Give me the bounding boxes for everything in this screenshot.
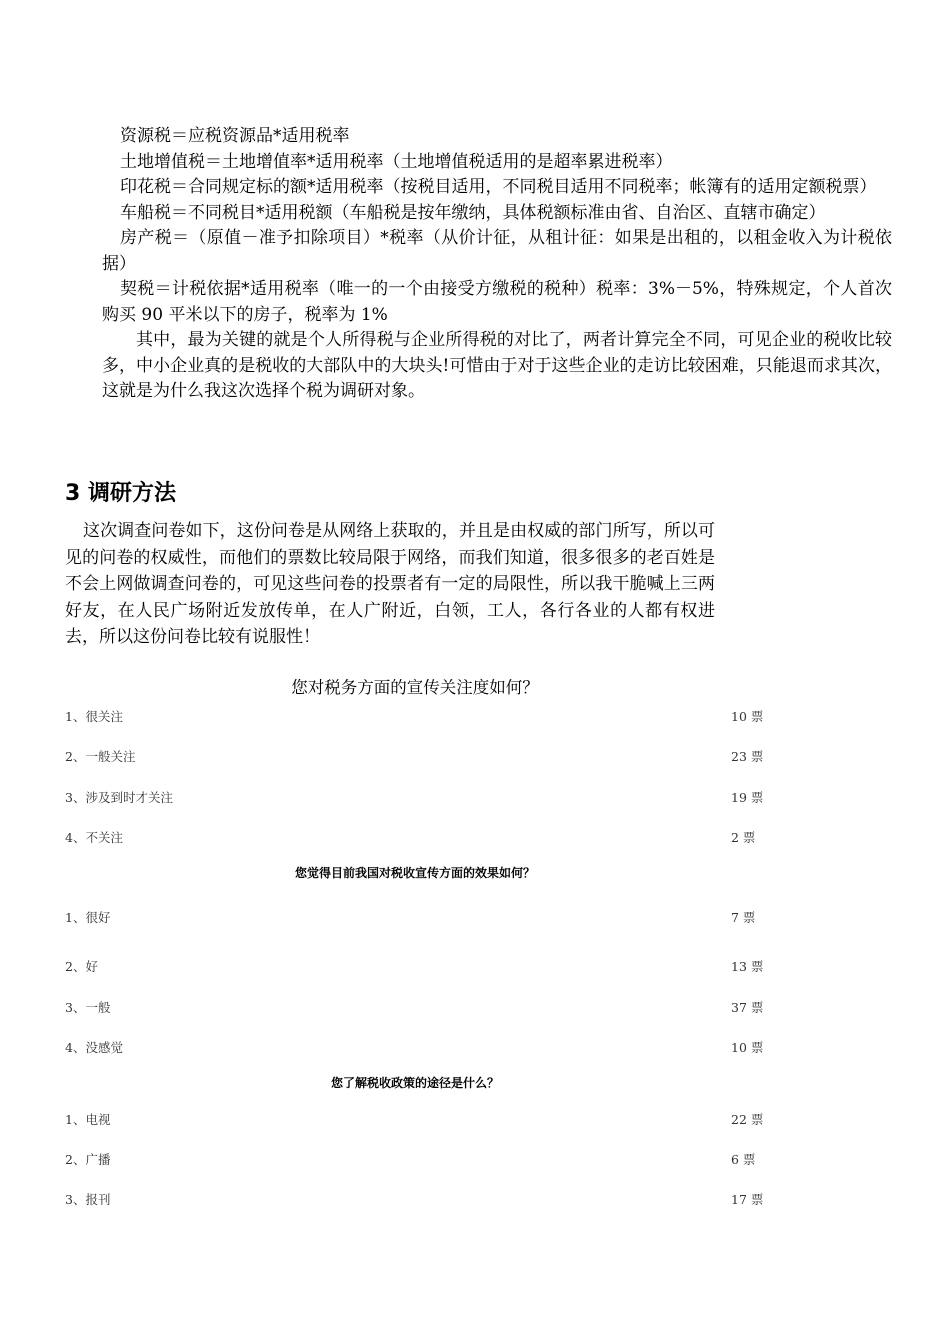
tax-formula-land-appreciation: 土地增值税＝土地增值率*适用税率（土地增值税适用的是超率累进税率） — [120, 151, 673, 172]
survey-option-votes: 22 票 — [731, 1112, 764, 1127]
survey-option-votes: 23 票 — [731, 749, 764, 764]
tax-formula-stamp: 印花税＝合同规定标的额*适用税率（按税目适用，不同税目适用不同税率；帐簿有的适用定额税票） — [120, 177, 877, 197]
survey-option-votes: 17 票 — [731, 1192, 764, 1207]
survey-option-votes: 10 票 — [731, 709, 764, 724]
survey-option-label: 3、一般 — [65, 1000, 111, 1015]
survey-option-votes: 10 票 — [731, 1040, 764, 1055]
method-paragraph: 这次调查问卷如下，这份问卷是从网络上获取的，并且是由权威的部门所写，所以可见的问卷的权威性，而他们的票数比较局限于网络，而我们知道，很多很多的老百姓是不会上网做调查问卷的，可见这些问卷的投票者有一定的局限性，所以我干脆喊上三两好友，在人民广场附近发放传单，在人广附近，白领，工人，各行各业的人都有权进去，所以这份问卷比较有说服性！ — [65, 521, 715, 647]
tax-formula-list — [102, 124, 892, 405]
survey-option-label: 3、报刊 — [65, 1192, 111, 1207]
survey-option-label: 2、广播 — [65, 1152, 111, 1167]
survey-option-votes: 7 票 — [731, 910, 756, 925]
survey-option-votes: 13 票 — [731, 959, 764, 974]
section-heading: 3 调研方法 — [65, 481, 176, 506]
survey-option-label: 1、很好 — [65, 910, 111, 925]
survey-option-votes: 6 票 — [731, 1152, 756, 1167]
summary-paragraph: 其中，最为关键的就是个人所得税与企业所得税的对比了，两者计算完全不同，可见企业的税收比较多，中小企业真的是税收的大部队中的大块头!可惜由于对于这些企业的走访比较困难，只能退而求其次，这就是为什么我这次选择个税为调研对象。 — [102, 330, 892, 401]
survey-option-label: 2、好 — [65, 959, 98, 974]
survey-option-label: 3、涉及到时才关注 — [65, 790, 173, 805]
survey-question-3: 您了解税收政策的途径是什么？ — [330, 1076, 499, 1090]
survey-option-label: 1、很关注 — [65, 709, 123, 724]
tax-formula-property: 房产税＝（原值－准予扣除项目）*税率（从价计征，从租计征：如果是出租的，以租金收入为计税依据） — [102, 228, 892, 274]
survey-question-2: 您觉得目前我国对税收宣传方面的效果如何？ — [294, 866, 535, 880]
survey-option-label: 2、一般关注 — [65, 749, 136, 764]
tax-formula-resource: 资源税＝应税资源品*适用税率 — [120, 126, 350, 146]
survey-option-votes: 2 票 — [731, 830, 756, 845]
survey-option-label: 4、不关注 — [65, 830, 123, 845]
survey-option-label: 4、没感觉 — [65, 1040, 123, 1055]
survey-option-votes: 37 票 — [731, 1000, 764, 1015]
survey-option-label: 1、电视 — [65, 1112, 111, 1127]
survey-question-1: 您对税务方面的宣传关注度如何？ — [291, 678, 539, 697]
tax-formula-vehicle: 车船税＝不同税目*适用税额（车船税是按年缴纳，具体税额标准由省、自治区、直辖市确定） — [120, 202, 826, 223]
tax-formula-deed: 契税＝计税依据*适用税率（唯一的一个由接受方缴税的税种）税率：3%－5%，特殊规定，个人首次购买 90 平米以下的房子，税率为 1% — [102, 279, 892, 325]
survey-option-votes: 19 票 — [731, 790, 764, 805]
